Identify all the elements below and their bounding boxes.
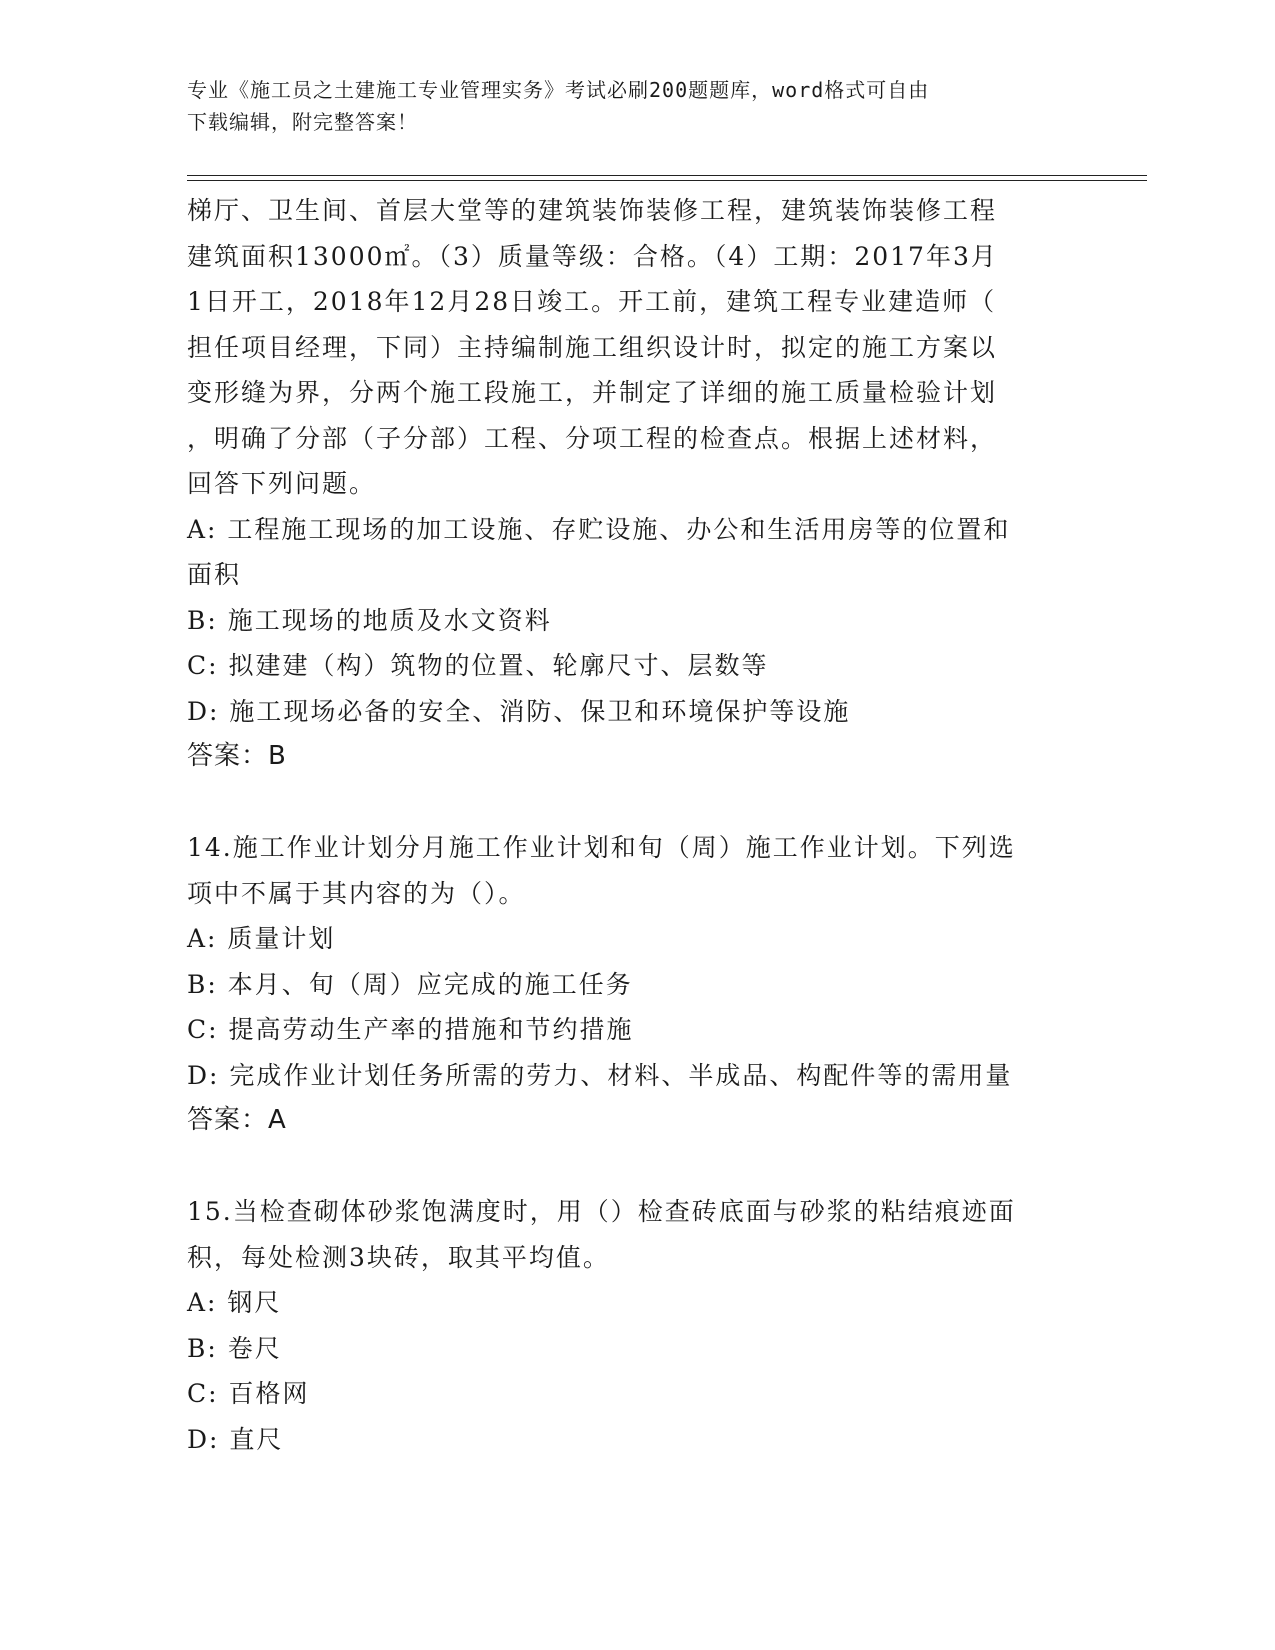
question-stem-line: 担任项目经理，下同）主持编制施工组织设计时，拟定的施工方案以: [187, 332, 998, 362]
spacer: [187, 780, 1067, 826]
option-d: D: 完成作业计划任务所需的劳力、材料、半成品、构配件等的需用量: [187, 1060, 1013, 1090]
question-stem-line: 积，每处检测3块砖，取其平均值。: [187, 1242, 610, 1272]
option-b: B: 本月、旬（周）应完成的施工任务: [187, 969, 633, 999]
option-a-continued: 面积: [187, 560, 242, 589]
option-a: A: 质量计划: [187, 924, 336, 953]
option-c: C: 提高劳动生产率的措施和节约措施: [187, 1015, 634, 1044]
question-stem-line: 变形缝为界，分两个施工段施工，并制定了详细的施工质量检验计划: [187, 378, 998, 407]
option-b: B: 卷尺: [187, 1333, 282, 1363]
spacer: [187, 1144, 1067, 1190]
header-line-2: 下载编辑，附完整答案！: [187, 110, 418, 134]
question-stem-line: 14.施工作业计划分月施工作业计划和旬（周）施工作业计划。下列选: [187, 833, 1016, 862]
option-a: A: 工程施工现场的加工设施、存贮设施、办公和生活用房等的位置和: [187, 514, 1011, 544]
question-stem-line: 1日开工，2018年12月28日竣工。开工前，建筑工程专业建造师（: [187, 287, 997, 316]
question-stem-line: 15.当检查砌体砂浆饱满度时，用（）检查砖底面与砂浆的粘结痕迹面: [187, 1197, 1016, 1226]
header-divider-bottom: [187, 180, 1147, 181]
question-stem-line: 回答下列问题。: [187, 469, 377, 498]
option-d: D: 施工现场必备的安全、消防、保卫和环境保护等设施: [187, 696, 851, 726]
question-13: [187, 188, 1067, 780]
question-14: [187, 825, 1067, 1144]
option-c: C: 百格网: [187, 1379, 310, 1408]
option-b: B: 施工现场的地质及水文资料: [187, 605, 552, 635]
option-a: A: 钢尺: [187, 1288, 282, 1317]
question-stem-line: ，明确了分部（子分部）工程、分项工程的检查点。根据上述材料，: [187, 423, 998, 453]
document-body: [187, 188, 1067, 1462]
question-stem-line: 项中不属于其内容的为（）。: [187, 878, 526, 908]
answer-line: 答案：B: [187, 741, 287, 771]
option-c: C: 拟建建（构）筑物的位置、轮廓尺寸、层数等: [187, 651, 769, 680]
question-stem-line: 建筑面积13000㎡。（3）质量等级：合格。（4）工期：2017年3月: [187, 241, 998, 271]
answer-line: 答案：A: [187, 1105, 287, 1135]
header-divider-top: [187, 175, 1147, 176]
question-stem-line: 梯厅、卫生间、首层大堂等的建筑装饰装修工程，建筑装饰装修工程: [187, 196, 998, 225]
option-d: D: 直尺: [187, 1424, 284, 1454]
question-15: [187, 1189, 1067, 1462]
document-header: [187, 74, 1067, 138]
header-line-1: 专业《施工员之土建施工专业管理实务》考试必刷200题题库，word格式可自由: [187, 78, 930, 102]
